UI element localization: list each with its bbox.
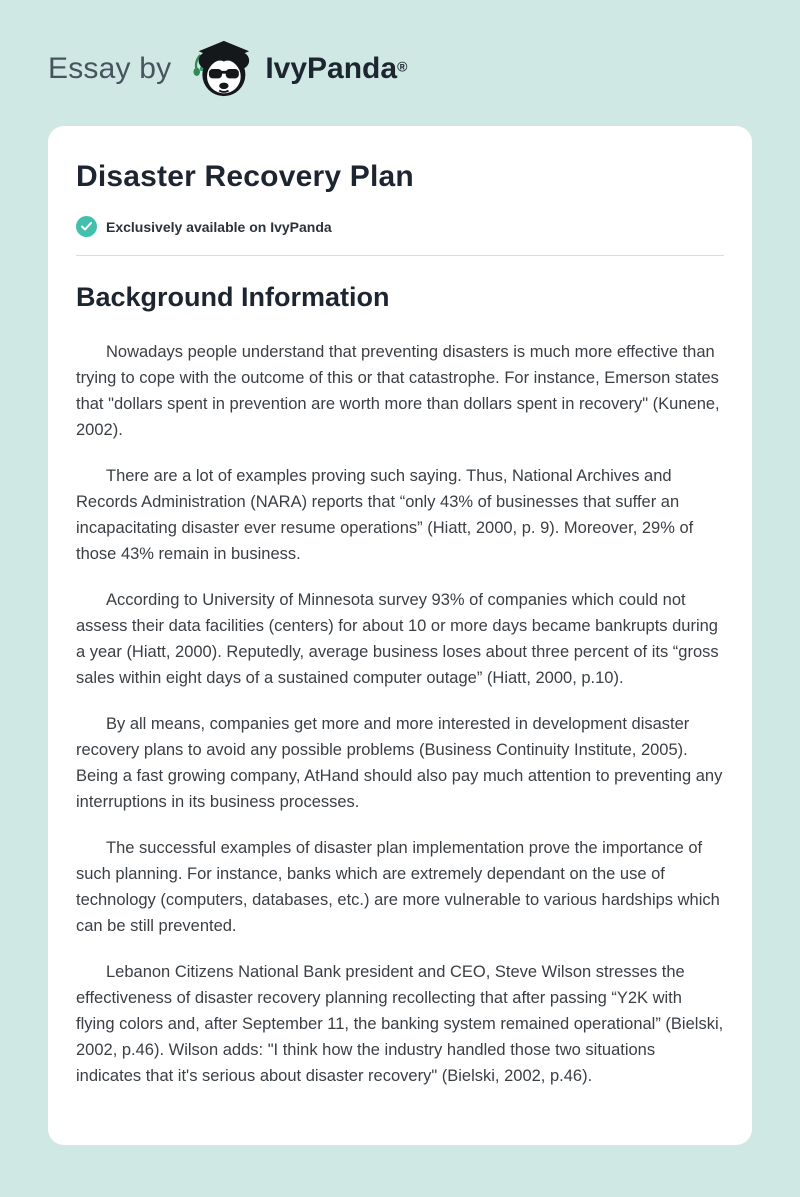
section-heading: Background Information: [76, 282, 390, 312]
paragraph: By all means, companies get more and more interested in development disaster recovery plans to avoid any possible problems (Business Continuity Institute, 2005). Being a fast growing company, AtHand should also pay much attention to preventing any interruptions in its business processes.: [76, 715, 723, 811]
essay-card: [48, 126, 752, 1145]
registered-mark: ®: [397, 58, 408, 75]
check-circle-icon: [76, 216, 97, 237]
availability-badge-label: Exclusively available on IvyPanda: [106, 218, 332, 235]
site-header: [0, 0, 800, 126]
paragraph: There are a lot of examples proving such saying. Thus, National Archives and Records Administration (NARA) reports that “only 43% of businesses that suffer an incapacitating disaster ever resume operations” (Hiatt, 2000, p. 9). Moreover, 29% of those 43% remain in business.: [76, 467, 694, 563]
paragraph: According to University of Minnesota survey 93% of companies which could not assess their data facilities (centers) for about 10 or more days became bankrupts during a year (Hiatt, 2000). Reputedly, average business loses about three percent of its “gross sales within eight days of a sustained computer outage” (Hiatt, 2000, p.10).: [76, 591, 719, 687]
essay-body: [76, 339, 724, 1089]
paragraph: The successful examples of disaster plan implementation prove the importance of such planning. For instance, banks which are extremely dependant on the use of technology (computers, databases, etc.) are more vulnerable to various hardships which can be still prevented.: [76, 839, 720, 935]
essay-by-label: Essay by: [48, 52, 172, 85]
availability-badge: [76, 216, 724, 256]
paragraph: Lebanon Citizens National Bank president and CEO, Steve Wilson stresses the effectiveness of disaster recovery planning recollecting that after passing “Y2K with flying colors and, after September 11, the banking system remained operational” (Bielski, 2002, p.46). Wilson adds: "I think how the industry handled those two situations indicates that it's serious about disaster recovery" (Bielski, 2002, p.46).: [76, 963, 724, 1085]
ivypanda-logo-icon: [191, 40, 253, 98]
paragraph: Nowadays people understand that preventing disasters is much more effective than trying to cope with the outcome of this or that catastrophe. For instance, Emerson states that "dollars spent in prevention are worth more than dollars spent in recovery" (Kunene, 2002).: [76, 343, 720, 439]
brand-name: IvyPanda®: [265, 52, 408, 85]
page-title: Disaster Recovery Plan: [76, 160, 414, 193]
